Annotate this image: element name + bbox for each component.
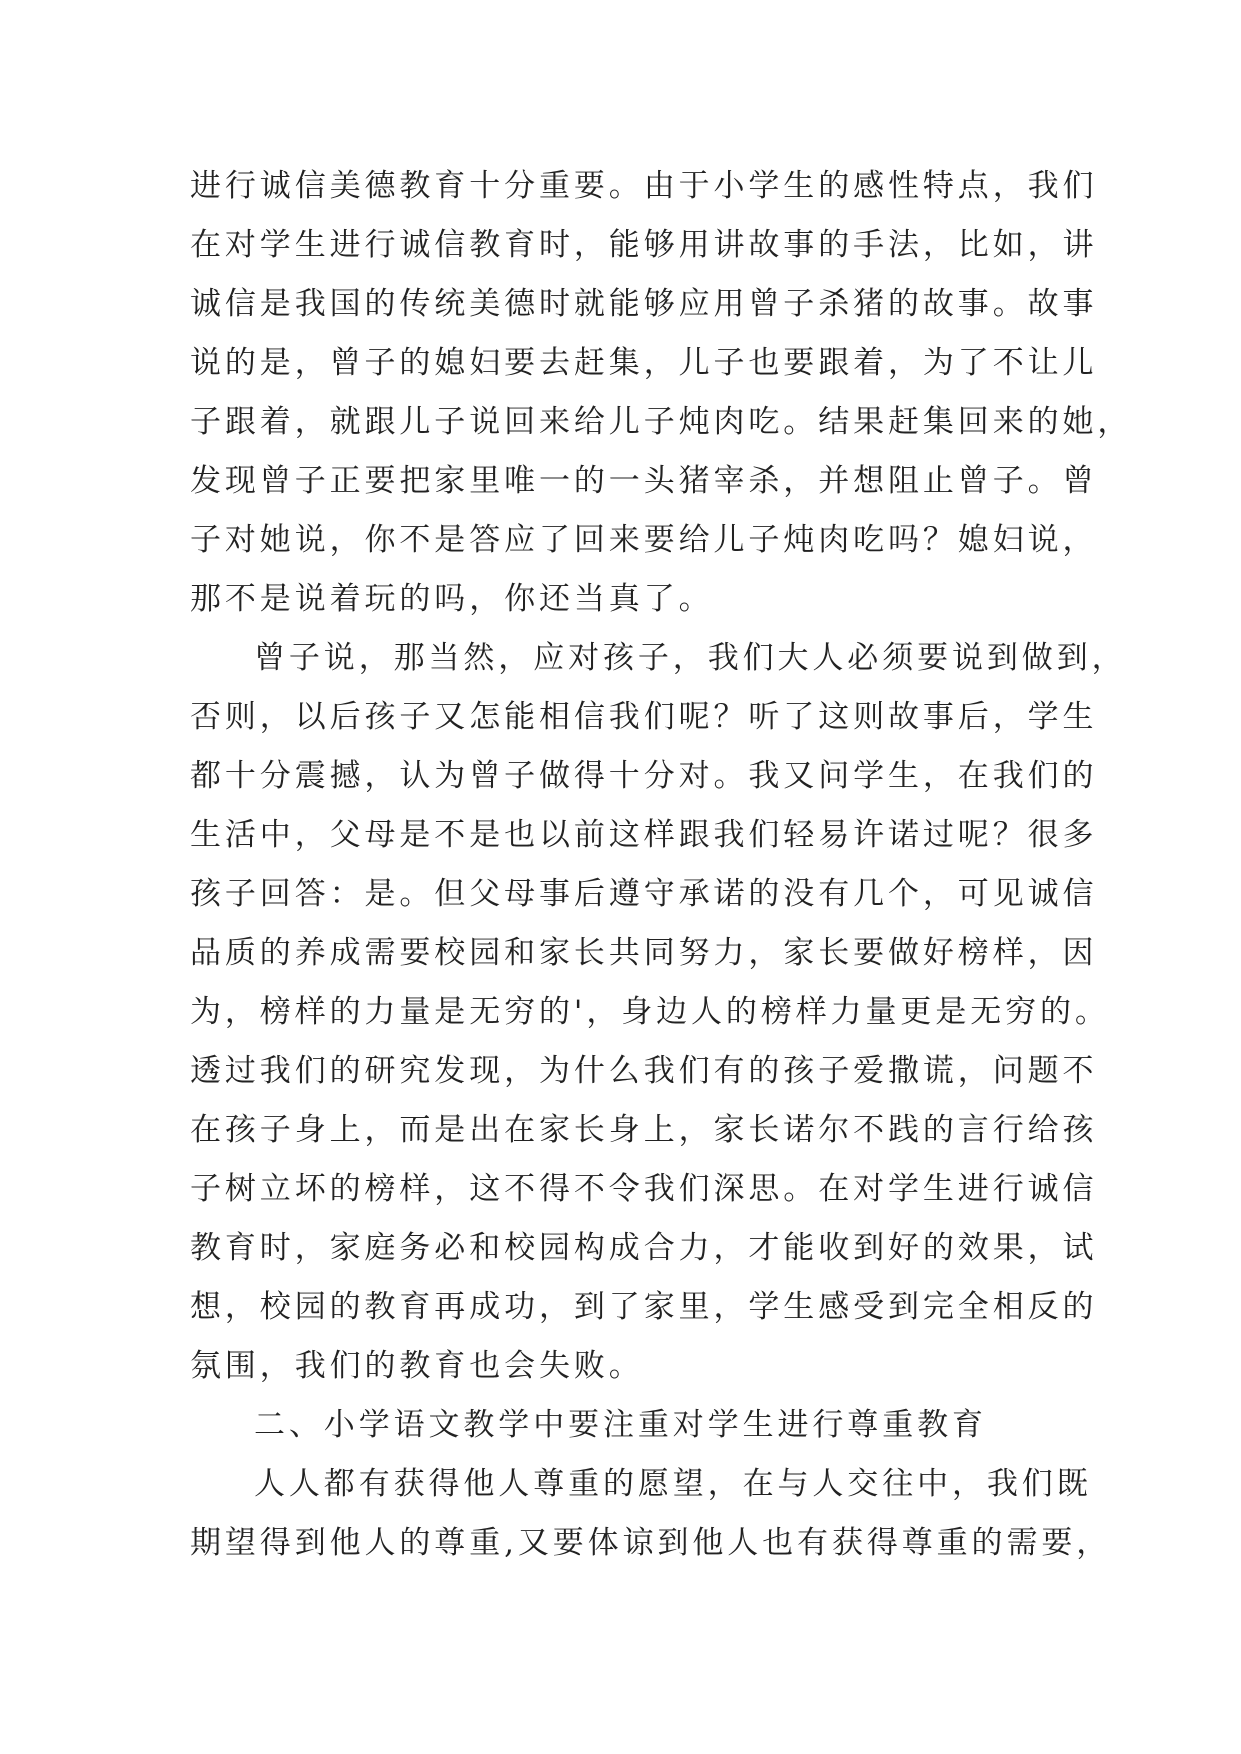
- text-line: 在孩子身上，而是出在家长身上，家长诺尔不践的言行给孩: [190, 1112, 1098, 1148]
- text-line: 进行诚信美德教育十分重要。由于小学生的感性特点，我们: [190, 168, 1098, 204]
- text-line: 在对学生进行诚信教育时，能够用讲故事的手法，比如，讲: [190, 227, 1098, 263]
- section-heading: 二、小学语文教学中要注重对学生进行尊重教育: [254, 1407, 987, 1443]
- text-line: 为，榜样的力量是无穷的'，身边人的榜样力量更是无穷的。: [190, 994, 1110, 1030]
- text-line: 诚信是我国的传统美德时就能够应用曾子杀猪的故事。故事: [190, 286, 1098, 322]
- text-line: 那不是说着玩的吗，你还当真了。: [190, 581, 714, 617]
- text-line: 氛围，我们的教育也会失败。: [190, 1348, 644, 1384]
- text-line: 子跟着，就跟儿子说回来给儿子炖肉吃。结果赶集回来的她，: [190, 404, 1133, 440]
- paragraph-start-line: 曾子说，那当然，应对孩子，我们大人必须要说到做到，: [254, 640, 1127, 676]
- paragraph-start-line: 人人都有获得他人尊重的愿望，在与人交往中，我们既: [254, 1466, 1092, 1502]
- text-line: 子树立坏的榜样，这不得不令我们深思。在对学生进行诚信: [190, 1171, 1098, 1207]
- text-line: 说的是，曾子的媳妇要去赶集，儿子也要跟着，为了不让儿: [190, 345, 1098, 381]
- text-line: 品质的养成需要校园和家长共同努力，家长要做好榜样，因: [190, 935, 1098, 971]
- text-line: 子对她说，你不是答应了回来要给儿子炖肉吃吗？媳妇说，: [190, 522, 1098, 558]
- text-line: 否则，以后孩子又怎能相信我们呢？听了这则故事后，学生: [190, 699, 1098, 735]
- text-line: 发现曾子正要把家里唯一的一头猪宰杀，并想阻止曾子。曾: [190, 463, 1098, 499]
- text-line: 透过我们的研究发现，为什么我们有的孩子爱撒谎，问题不: [190, 1053, 1098, 1089]
- text-line: 都十分震撼，认为曾子做得十分对。我又问学生，在我们的: [190, 758, 1098, 794]
- text-line: 期望得到他人的尊重,又要体谅到他人也有获得尊重的需要，: [190, 1525, 1112, 1561]
- text-line: 教育时，家庭务必和校园构成合力，才能收到好的效果，试: [190, 1230, 1098, 1266]
- document-body: [190, 157, 1133, 1573]
- text-line: 生活中，父母是不是也以前这样跟我们轻易许诺过呢？很多: [190, 817, 1098, 853]
- text-line: 想，校园的教育再成功，到了家里，学生感受到完全相反的: [190, 1289, 1098, 1325]
- text-line: 孩子回答：是。但父母事后遵守承诺的没有几个，可见诚信: [190, 876, 1098, 912]
